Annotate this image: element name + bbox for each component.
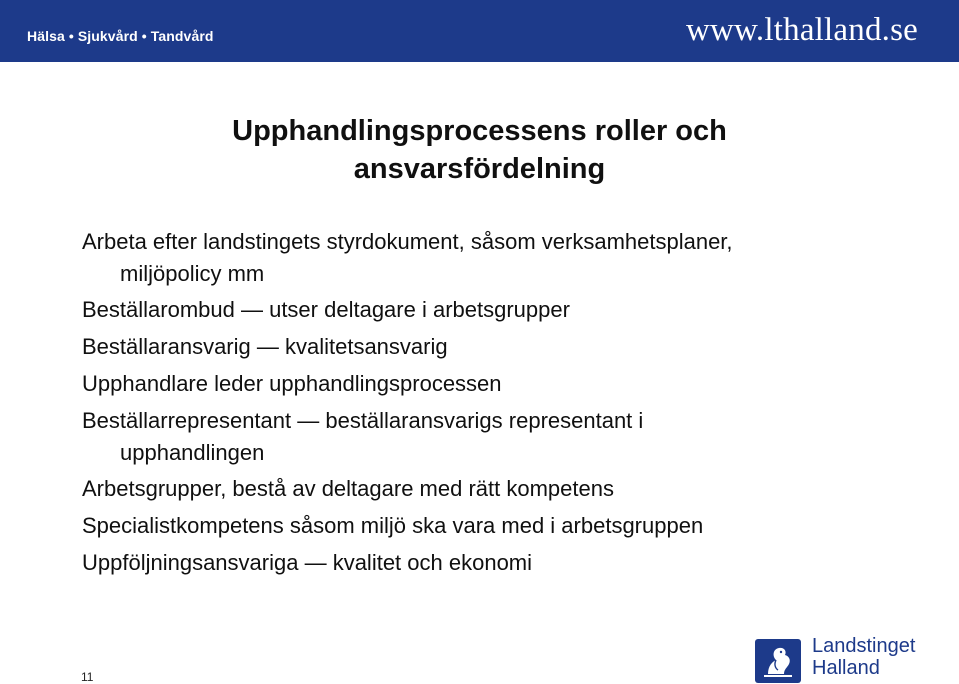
- header-tagline: Hälsa • Sjukvård • Tandvård: [27, 28, 214, 44]
- logo-text-line-2: Halland: [812, 657, 880, 679]
- slide-title-line-1: Upphandlingsprocessens roller och: [232, 115, 727, 147]
- bullet-text: Arbeta efter landstingets styrdokument, såsom verksamhetsplaner,: [82, 229, 733, 254]
- landstinget-halland-logo: [754, 635, 924, 684]
- logo-text-line-1: Landstinget: [812, 635, 916, 657]
- bullet-text: Beställaransvarig — kvalitetsansvarig: [82, 334, 448, 359]
- bullet-text: Uppföljningsansvariga — kvalitet och ekonomi: [82, 550, 533, 575]
- bullet-text-continued: miljöpolicy mm: [120, 261, 265, 286]
- bullet-text: Beställarrepresentant — beställaransvarigs representant i: [82, 408, 644, 433]
- logo-text: [812, 635, 915, 679]
- bullet-text: Upphandlare leder upphandlingsprocessen: [82, 371, 502, 396]
- bullet-text: Arbetsgrupper, bestå av deltagare med rätt kompetens: [82, 476, 614, 501]
- header-bar: [0, 0, 959, 62]
- slide-title-line-2: ansvarsfördelning: [353, 153, 606, 185]
- bullet-list: [82, 226, 942, 584]
- slide-title: [0, 112, 959, 188]
- bullet-item: [82, 510, 942, 542]
- header-url[interactable]: www.lthalland.se: [685, 12, 918, 48]
- bullet-item: [82, 368, 942, 400]
- bullet-item: [82, 294, 942, 326]
- bullet-text: Specialistkompetens såsom miljö ska vara med i arbetsgruppen: [82, 513, 704, 538]
- bullet-item: [82, 226, 942, 290]
- bullet-item: [82, 547, 942, 579]
- bullet-text-continued: upphandlingen: [120, 440, 265, 465]
- bullet-text: Beställarombud — utser deltagare i arbetsgrupper: [82, 297, 570, 322]
- bullet-item: [82, 331, 942, 363]
- bullet-item: [82, 473, 942, 505]
- page-number: 11: [81, 670, 94, 684]
- heraldic-lion-shield-icon: [754, 638, 802, 684]
- bullet-item: [82, 405, 942, 469]
